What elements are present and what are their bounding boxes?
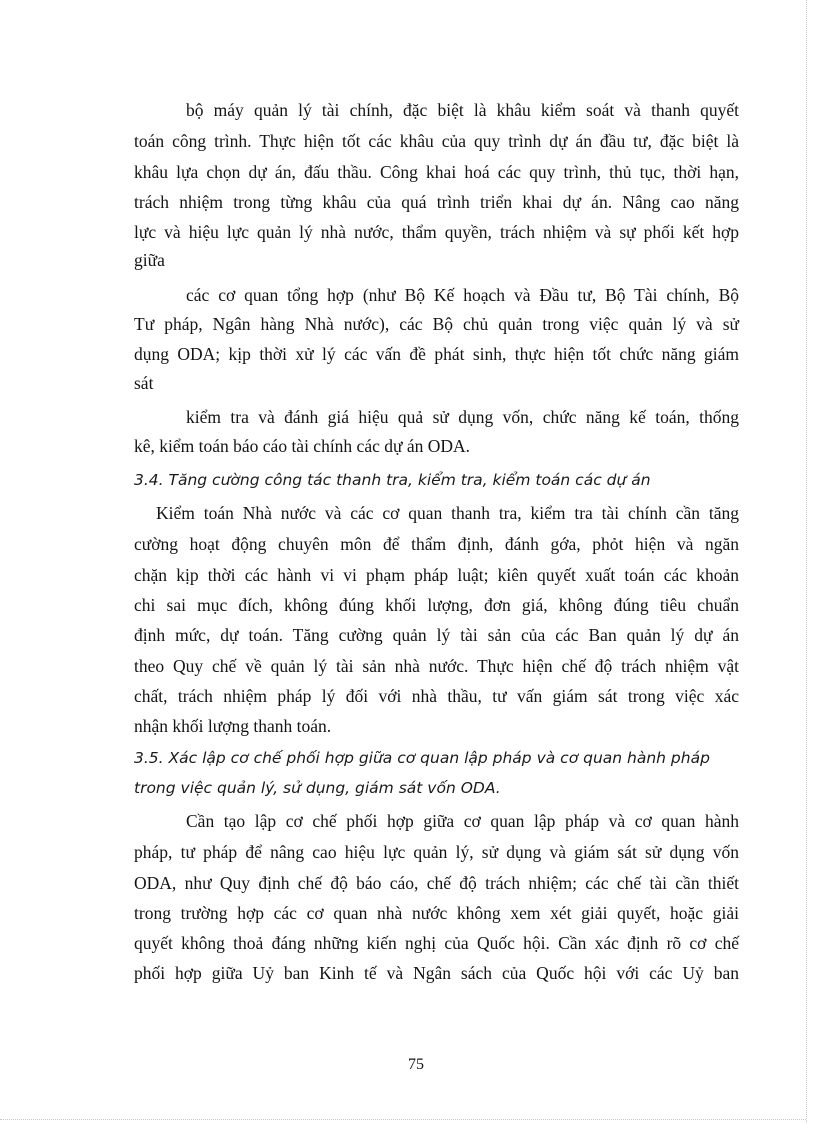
paragraph-line: pháp, tư pháp để nâng cao hiệu lực quản lý, sử dụng và giám sát sử dụng vốn [134, 842, 739, 862]
paragraph-line: quyết không thoả đáng những kiến nghị của Quốc hội. Cần xác định rõ cơ chế [134, 933, 739, 953]
page-number: 75 [408, 1056, 424, 1073]
section-heading: trong việc quản lý, sử dụng, giám sát vốn ODA. [134, 779, 501, 797]
paragraph-line: lực và hiệu lực quản lý nhà nước, thẩm quyền, trách nhiệm và sự phối kết hợp [134, 222, 739, 242]
paragraph-line: các cơ quan tổng hợp (như Bộ Kế hoạch và Đầu tư, Bộ Tài chính, Bộ [186, 285, 739, 305]
paragraph-line: dụng ODA; kịp thời xử lý các vấn đề phát sinh, thực hiện tốt chức năng giám [134, 344, 739, 364]
paragraph-line: toán công trình. Thực hiện tốt các khâu của quy trình dự án đầu tư, đặc biệt là [134, 131, 739, 151]
paragraph-line: trong trường hợp các cơ quan nhà nước không xem xét giải quyết, hoặc giải [134, 903, 739, 923]
paragraph-line: Cần tạo lập cơ chế phối hợp giữa cơ quan lập pháp và cơ quan hành [186, 811, 739, 831]
paragraph-line: sát [134, 373, 154, 393]
page-border-bottom [0, 1119, 806, 1120]
section-heading: 3.5. Xác lập cơ chế phối hợp giữa cơ quan lập pháp và cơ quan hành pháp [134, 749, 710, 767]
paragraph-line: định mức, dự toán. Tăng cường quản lý tài sản của các Ban quản lý dự án [134, 625, 739, 645]
paragraph-line: kiểm tra và đánh giá hiệu quả sử dụng vốn, chức năng kế toán, thống [186, 407, 739, 427]
paragraph-line: Kiểm toán Nhà nước và các cơ quan thanh tra, kiểm tra tài chính cần tăng [156, 503, 739, 523]
section-heading: 3.4. Tăng cường công tác thanh tra, kiểm tra, kiểm toán các dự án [134, 471, 651, 489]
paragraph-line: phối hợp giữa Uỷ ban Kinh tế và Ngân sách của Quốc hội với các Uỷ ban [134, 963, 739, 983]
paragraph-line: bộ máy quản lý tài chính, đặc biệt là khâu kiểm soát và thanh quyết [186, 100, 739, 120]
paragraph-line: cường hoạt động chuyên môn để thẩm định, đánh gớa, phỏt hiện và ngăn [134, 534, 739, 554]
paragraph-line: Tư pháp, Ngân hàng Nhà nước), các Bộ chủ quản trong việc quản lý và sử [134, 314, 739, 334]
paragraph-line: theo Quy chế về quản lý tài sản nhà nước. Thực hiện chế độ trách nhiệm vật [134, 656, 739, 676]
paragraph-line: chi sai mục đích, không đúng khối lượng, đơn giá, không đúng tiêu chuẩn [134, 595, 739, 615]
paragraph-line: giữa [134, 250, 165, 270]
paragraph-line: chất, trách nhiệm pháp lý đối với nhà thầu, tư vấn giám sát trong việc xác [134, 686, 739, 706]
paragraph-line: ODA, như Quy định chế độ báo cáo, chế độ trách nhiệm; các chế tài cần thiết [134, 873, 739, 893]
paragraph-line: khâu lựa chọn dự án, đấu thầu. Công khai hoá các quy trình, thủ tục, thời hạn, [134, 162, 739, 182]
paragraph-line: trách nhiệm trong từng khâu của quá trình triển khai dự án. Nâng cao năng [134, 192, 739, 212]
paragraph-line: chặn kịp thời các hành vi vi phạm pháp luật; kiên quyết xuất toán các khoản [134, 565, 739, 585]
page-border-right [806, 0, 807, 1123]
paragraph-line: nhận khối lượng thanh toán. [134, 716, 332, 736]
paragraph-line: kê, kiểm toán báo cáo tài chính các dự án ODA. [134, 436, 471, 456]
